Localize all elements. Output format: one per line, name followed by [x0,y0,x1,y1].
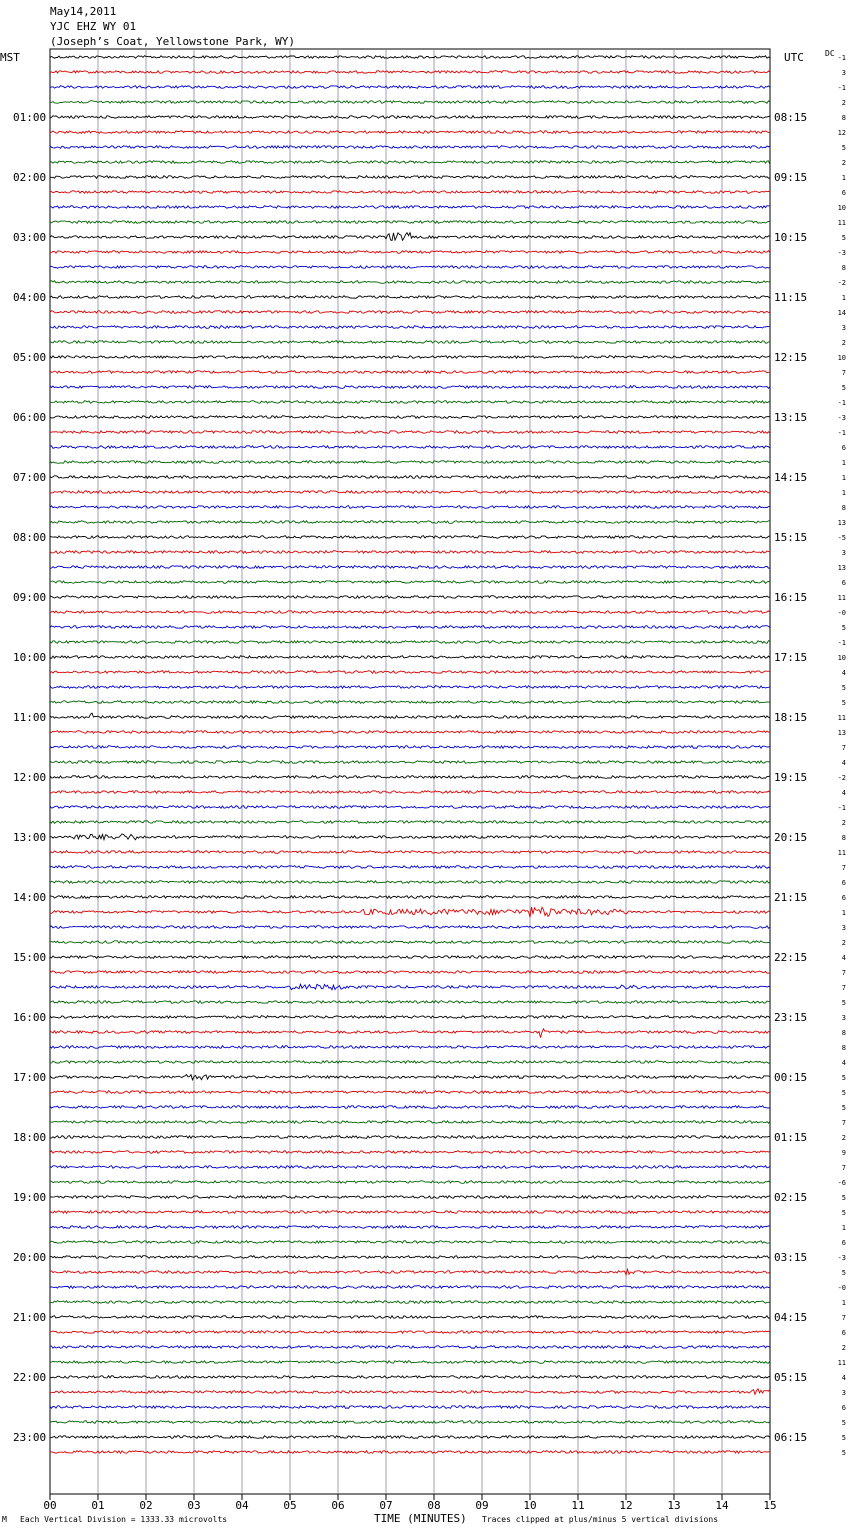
seismic-trace [50,1286,770,1289]
dc-offset-label: 11 [837,219,846,227]
seismic-trace [50,326,770,329]
dc-offset-label: 5 [841,1194,846,1202]
header-station: YJC EHZ WY 01 [50,20,137,33]
mst-hour-label: 04:00 [13,291,47,304]
dc-offset-label: 8 [841,114,846,122]
seismic-trace [50,281,770,284]
dc-offset-label: 1 [841,294,846,302]
x-tick-label: 13 [667,1499,681,1512]
dc-offset-label: 13 [837,729,846,737]
seismic-trace [50,746,770,749]
seismic-trace [50,641,770,644]
footer-mark: M [2,1515,7,1524]
dc-offset-label: -1 [837,639,846,647]
dc-offset-label: -0 [837,609,846,617]
dc-offset-label: 5 [841,1104,846,1112]
utc-hour-label: 00:15 [774,1071,808,1084]
dc-offset-label: -3 [837,1254,846,1262]
utc-hour-label: 02:15 [774,1191,808,1204]
mst-hour-label: 08:00 [13,531,47,544]
seismic-trace [50,71,770,74]
dc-offset-label: 6 [841,1404,846,1412]
utc-hour-label: 12:15 [774,351,808,364]
seismic-trace [50,821,770,824]
seismic-trace [50,1029,770,1038]
dc-offset-label: 4 [841,759,846,767]
mst-hour-label: 19:00 [13,1191,47,1204]
dc-offset-label: 3 [841,549,846,557]
seismic-trace [50,896,770,899]
utc-hour-label: 06:15 [774,1431,808,1444]
seismic-trace [50,1361,770,1364]
dc-offset-label: 3 [841,1389,846,1397]
dc-offset-label: 6 [841,894,846,902]
utc-hour-label: 16:15 [774,591,808,604]
dc-offset-label: 5 [841,999,846,1007]
dc-offset-label: 5 [841,144,846,152]
dc-offset-label: -3 [837,249,846,257]
dc-offset-label: 5 [841,699,846,707]
x-tick-label: 10 [523,1499,537,1512]
x-tick-label: 03 [187,1499,201,1512]
seismic-trace [50,1166,770,1169]
dc-offset-label: 5 [841,1269,846,1277]
seismic-trace [50,1316,770,1319]
x-tick-label: 15 [763,1499,777,1512]
dc-offset-label: 1 [841,1224,846,1232]
dc-offset-label: 8 [841,264,846,272]
seismic-trace [50,536,770,539]
utc-hour-label: 04:15 [774,1311,808,1324]
seismic-trace [50,356,770,359]
seismic-trace [50,1106,770,1109]
seismic-trace [50,1181,770,1184]
utc-hour-label: 09:15 [774,171,808,184]
seismic-trace [50,851,770,854]
utc-hour-label: 08:15 [774,111,808,124]
dc-offset-label: -1 [837,84,846,92]
mst-hour-label: 15:00 [13,951,47,964]
x-tick-label: 06 [331,1499,345,1512]
dc-offset-label: 13 [837,519,846,527]
seismic-trace [50,1211,770,1214]
seismic-trace [50,791,770,794]
utc-hour-label: 19:15 [774,771,808,784]
seismic-trace [50,731,770,734]
mst-hour-label: 16:00 [13,1011,47,1024]
seismic-trace [50,386,770,389]
dc-offset-label: 9 [841,1149,846,1157]
seismic-trace [50,1136,770,1139]
seismic-trace [50,1331,770,1334]
seismic-trace [50,1226,770,1229]
seismic-trace [50,86,770,89]
dc-offset-label: 3 [841,924,846,932]
seismic-trace [50,146,770,149]
seismic-trace [50,1121,770,1124]
seismic-trace [50,926,770,929]
dc-offset-label: -5 [837,534,846,542]
dc-offset-label: -0 [837,1284,846,1292]
mst-hour-label: 23:00 [13,1431,47,1444]
utc-hour-label: 17:15 [774,651,808,664]
dc-offset-label: 4 [841,789,846,797]
dc-offset-label: 5 [841,1449,846,1457]
seismic-trace [50,956,770,959]
seismic-trace [50,713,770,718]
dc-offset-label: 4 [841,669,846,677]
dc-offset-label: -1 [837,804,846,812]
header-date: May14,2011 [50,5,117,18]
seismic-trace [50,656,770,659]
mst-hour-label: 03:00 [13,231,47,244]
seismic-trace [50,251,770,254]
dc-offset-label: 4 [841,1374,846,1382]
mst-hour-label: 05:00 [13,351,47,364]
seismic-trace [50,581,770,584]
seismic-trace [50,491,770,494]
utc-hour-label: 03:15 [774,1251,808,1264]
dc-offset-label: 1 [841,1299,846,1307]
seismic-trace [50,1436,770,1439]
dc-offset-label: 7 [841,1119,846,1127]
seismic-trace [50,866,770,869]
dc-offset-label: -1 [837,399,846,407]
dc-offset-label: 8 [841,1044,846,1052]
dc-offset-label: 2 [841,159,846,167]
dc-offset-label: 5 [841,1434,846,1442]
dc-offset-label: 11 [837,714,846,722]
seismic-trace [50,131,770,134]
utc-hour-label: 13:15 [774,411,808,424]
x-tick-label: 07 [379,1499,393,1512]
seismic-trace [50,446,770,449]
dc-offset-label: 6 [841,189,846,197]
dc-offset-label: 6 [841,579,846,587]
dc-offset-label: 1 [841,474,846,482]
mst-hour-label: 06:00 [13,411,47,424]
dc-offset-label: 2 [841,99,846,107]
x-tick-label: 04 [235,1499,249,1512]
x-tick-label: 02 [139,1499,153,1512]
seismic-trace [50,296,770,299]
mst-axis-label: MST [0,51,20,64]
utc-axis-label: UTC [784,51,804,64]
footer-clip-note: Traces clipped at plus/minus 5 vertical divisions [482,1515,719,1524]
dc-offset-label: 6 [841,1329,846,1337]
seismic-trace [50,521,770,524]
x-tick-label: 01 [91,1499,105,1512]
mst-hour-label: 11:00 [13,711,47,724]
utc-hour-label: 22:15 [774,951,808,964]
seismic-trace [50,161,770,165]
dc-offset-label: 1 [841,489,846,497]
dc-offset-label: 5 [841,384,846,392]
dc-offset-label: 3 [841,324,846,332]
mst-hour-label: 21:00 [13,1311,47,1324]
dc-offset-label: 10 [837,204,846,212]
utc-hour-label: 20:15 [774,831,808,844]
dc-offset-label: 5 [841,1419,846,1427]
dc-offset-label: 8 [841,1029,846,1037]
seismic-trace [50,1421,770,1424]
dc-offset-label: 1 [841,174,846,182]
x-tick-label: 05 [283,1499,297,1512]
dc-offset-label: 11 [837,1359,846,1367]
header-location: (Joseph’s Coat, Yellowstone Park, WY) [50,35,296,48]
dc-offset-label: 5 [841,624,846,632]
dc-offset-label: 7 [841,369,846,377]
seismic-trace [50,1196,770,1199]
seismic-trace [50,1016,770,1019]
x-tick-label: 11 [571,1499,585,1512]
dc-offset-label: -1 [837,54,846,62]
utc-hour-label: 18:15 [774,711,808,724]
dc-offset-label: -2 [837,774,846,782]
dc-offset-label: 6 [841,879,846,887]
utc-hour-label: 14:15 [774,471,808,484]
footer-scale: Each Vertical Division = 1333.33 microvolts [20,1515,228,1524]
seismic-trace [50,671,770,674]
utc-hour-label: 23:15 [774,1011,808,1024]
mst-hour-label: 17:00 [13,1071,47,1084]
seismic-trace [50,834,770,840]
dc-offset-label: 5 [841,1074,846,1082]
seismic-trace [50,101,770,104]
x-tick-label: 08 [427,1499,441,1512]
dc-offset-label: 3 [841,69,846,77]
mst-hour-label: 07:00 [13,471,47,484]
dc-offset-label: 3 [841,1014,846,1022]
seismic-trace [50,461,770,464]
mst-hour-label: 22:00 [13,1371,47,1384]
x-tick-label: 09 [475,1499,489,1512]
dc-offset-label: 4 [841,954,846,962]
dc-offset-label: 8 [841,834,846,842]
dc-offset-label: 6 [841,444,846,452]
seismic-trace [50,1269,770,1275]
seismic-trace [50,701,770,704]
seismic-trace [50,1376,770,1379]
seismic-trace [50,176,770,179]
seismic-trace [50,1346,770,1349]
seismic-trace [50,1061,770,1064]
seismic-trace [50,266,770,269]
seismic-trace [50,761,770,764]
dc-offset-label: 7 [841,984,846,992]
seismic-trace [50,1046,770,1049]
dc-offset-label: 11 [837,594,846,602]
dc-offset-label: 5 [841,234,846,242]
dc-offset-label: 2 [841,339,846,347]
dc-offset-label: 2 [841,939,846,947]
mst-hour-label: 18:00 [13,1131,47,1144]
mst-hour-label: 01:00 [13,111,47,124]
mst-hour-label: 13:00 [13,831,47,844]
seismic-trace [50,416,770,419]
utc-hour-label: 15:15 [774,531,808,544]
seismic-trace [50,1256,770,1259]
dc-offset-label: 6 [841,1239,846,1247]
seismic-trace [50,116,770,119]
seismic-trace [50,551,770,554]
dc-offset-label: 1 [841,909,846,917]
seismic-trace [50,506,770,509]
seismic-trace [50,233,770,241]
dc-offset-label: 5 [841,684,846,692]
seismic-trace [50,311,770,314]
mst-hour-label: 09:00 [13,591,47,604]
x-tick-label: 14 [715,1499,729,1512]
dc-offset-label: -2 [837,279,846,287]
mst-hour-label: 10:00 [13,651,47,664]
seismic-trace [50,221,770,224]
utc-hour-label: 21:15 [774,891,808,904]
dc-offset-label: 10 [837,354,846,362]
seismic-trace [50,1389,770,1394]
mst-hour-label: 20:00 [13,1251,47,1264]
seismic-trace [50,881,770,884]
dc-offset-label: 7 [841,744,846,752]
dc-offset-label: 5 [841,1089,846,1097]
seismic-trace [50,806,770,809]
seismic-trace [50,776,770,779]
dc-offset-label: 12 [837,129,846,137]
seismic-trace [50,907,770,917]
seismic-trace [50,1301,770,1304]
seismic-trace [50,1001,770,1004]
seismic-trace [50,1091,770,1094]
seismic-trace [50,206,770,209]
x-tick-label: 00 [43,1499,57,1512]
seismic-trace [50,611,770,614]
seismic-trace [50,431,770,434]
dc-offset-label: 2 [841,819,846,827]
seismic-trace [50,191,770,194]
seismic-trace [50,941,770,944]
seismic-trace [50,371,770,374]
dc-offset-label: -6 [837,1179,846,1187]
seismic-trace [50,1451,770,1454]
seismic-trace [50,1075,770,1080]
dc-label: DC [825,49,835,58]
seismic-trace [50,401,770,404]
dc-offset-label: 7 [841,864,846,872]
dc-offset-label: 4 [841,1059,846,1067]
utc-hour-label: 10:15 [774,231,808,244]
xaxis-title: TIME (MINUTES) [374,1512,467,1525]
seismic-trace [50,566,770,569]
seismic-trace [50,476,770,479]
seismic-trace [50,596,770,599]
dc-offset-label: 7 [841,969,846,977]
dc-offset-label: 2 [841,1344,846,1352]
mst-hour-label: 12:00 [13,771,47,784]
x-tick-label: 12 [619,1499,633,1512]
mst-hour-label: 14:00 [13,891,47,904]
utc-hour-label: 05:15 [774,1371,808,1384]
dc-offset-label: 13 [837,564,846,572]
dc-offset-label: -3 [837,414,846,422]
dc-offset-label: 2 [841,1134,846,1142]
seismic-trace [50,341,770,344]
seismic-trace [50,626,770,629]
dc-offset-label: 11 [837,849,846,857]
dc-offset-label: -1 [837,429,846,437]
seismic-trace [50,1241,770,1244]
dc-offset-label: 7 [841,1314,846,1322]
mst-hour-label: 02:00 [13,171,47,184]
seismic-trace [50,1406,770,1409]
dc-offset-label: 10 [837,654,846,662]
seismic-trace [50,686,770,689]
dc-offset-label: 5 [841,1209,846,1217]
seismic-trace [50,971,770,974]
utc-hour-label: 11:15 [774,291,808,304]
seismic-trace [50,984,770,990]
dc-offset-label: 1 [841,459,846,467]
dc-offset-label: 14 [837,309,846,317]
dc-offset-label: 7 [841,1164,846,1172]
dc-offset-label: 8 [841,504,846,512]
seismic-trace [50,56,770,59]
utc-hour-label: 01:15 [774,1131,808,1144]
seismic-trace [50,1151,770,1154]
